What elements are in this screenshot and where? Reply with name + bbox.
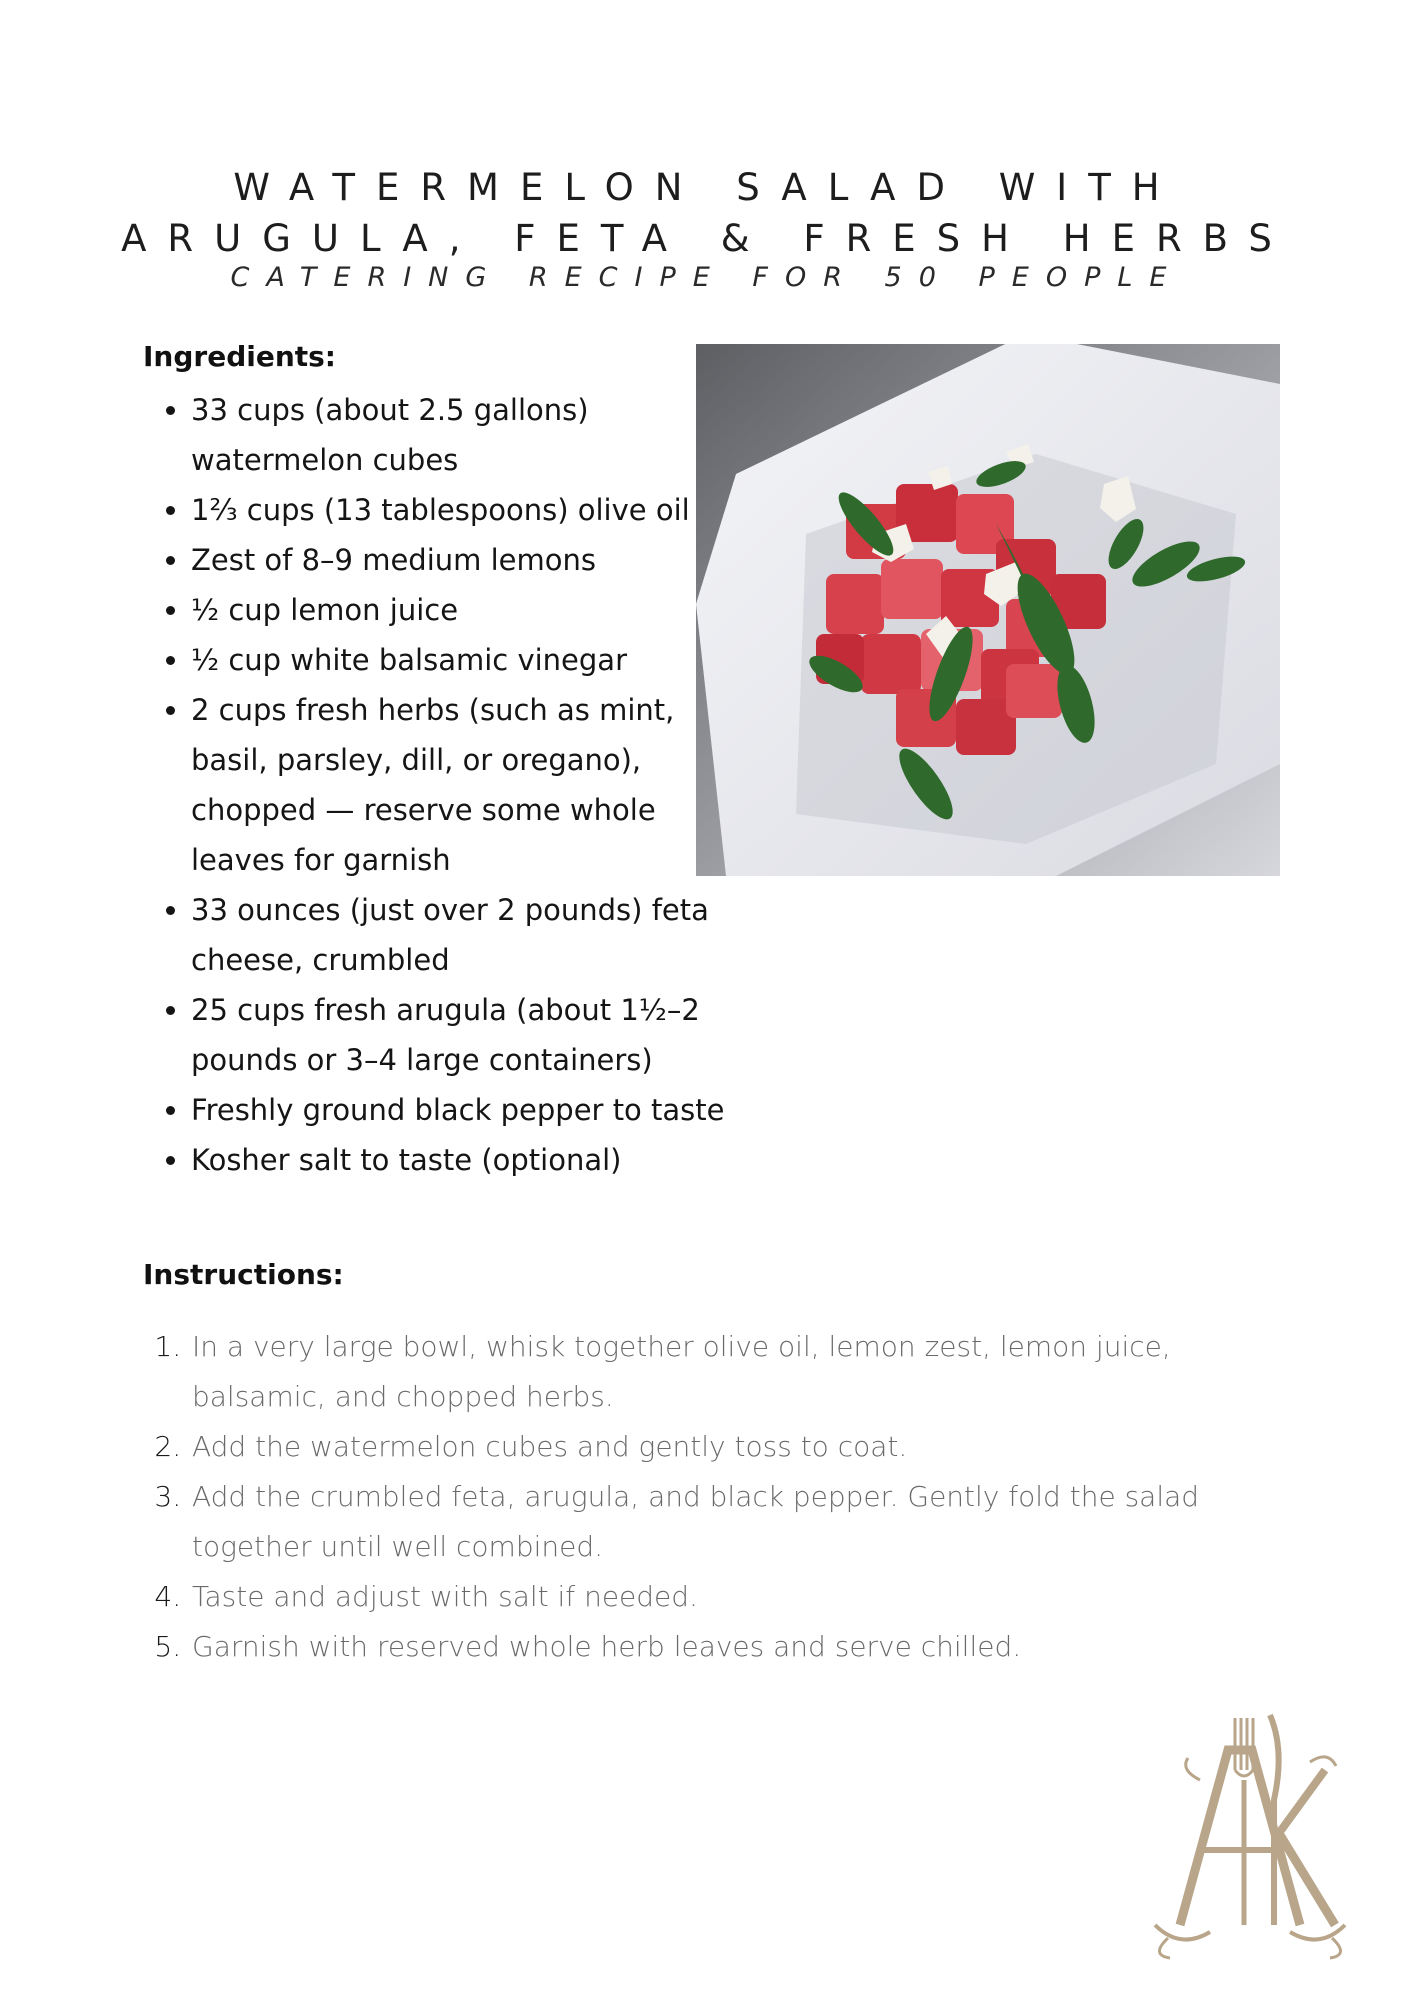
ingredient-item: • 2 cups fresh herbs (such as mint, basil, parsley, dill, or oregano), chopped — reserve some whole leaves for garnish (191, 685, 751, 885)
instruction-step: 4. Taste and adjust with salt if needed. (190, 1572, 1300, 1622)
instruction-step: 2. Add the watermelon cubes and gently toss to coat. (190, 1422, 1300, 1472)
salad-illustration (696, 344, 1280, 876)
ingredient-item: • 1⅔ cups (13 tablespoons) olive oil (191, 485, 751, 535)
ingredient-item: • 25 cups fresh arugula (about 1½–2 pounds or 3–4 large containers) (191, 985, 751, 1085)
recipe-subtitle: CATERING RECIPE FOR 50 PEOPLE (230, 262, 1184, 293)
instructions-list (140, 1322, 1300, 1672)
ingredients-heading: Ingredients: (143, 340, 337, 373)
ingredient-item: • Freshly ground black pepper to taste (191, 1085, 751, 1135)
ingredient-item: • ½ cup white balsamic vinegar (191, 635, 751, 685)
title-line-1: WATERMELON SALAD WITH (233, 166, 1181, 209)
ak-monogram-logo (1140, 1710, 1360, 1960)
title-line-2: ARUGULA, FETA & FRESH HERBS (121, 217, 1293, 260)
instruction-step: 1. In a very large bowl, whisk together olive oil, lemon zest, lemon juice, balsamic, and chopped herbs. (190, 1322, 1300, 1422)
ingredient-item: • 33 ounces (just over 2 pounds) feta cheese, crumbled (191, 885, 751, 985)
ingredient-item: • ½ cup lemon juice (191, 585, 751, 635)
ingredient-item: • 33 cups (about 2.5 gallons) watermelon cubes (191, 385, 751, 485)
ingredient-item: • Zest of 8–9 medium lemons (191, 535, 751, 585)
ingredient-item: • Kosher salt to taste (optional) (191, 1135, 751, 1185)
ingredients-list (143, 385, 751, 1185)
instruction-step: 5. Garnish with reserved whole herb leaves and serve chilled. (190, 1622, 1300, 1672)
watermelon-salad-photo (696, 344, 1280, 876)
instructions-heading: Instructions: (143, 1258, 344, 1291)
logo-graphic (1140, 1710, 1360, 1960)
recipe-title (0, 162, 1414, 264)
instruction-step: 3. Add the crumbled feta, arugula, and black pepper. Gently fold the salad together until well combined. (190, 1472, 1300, 1572)
